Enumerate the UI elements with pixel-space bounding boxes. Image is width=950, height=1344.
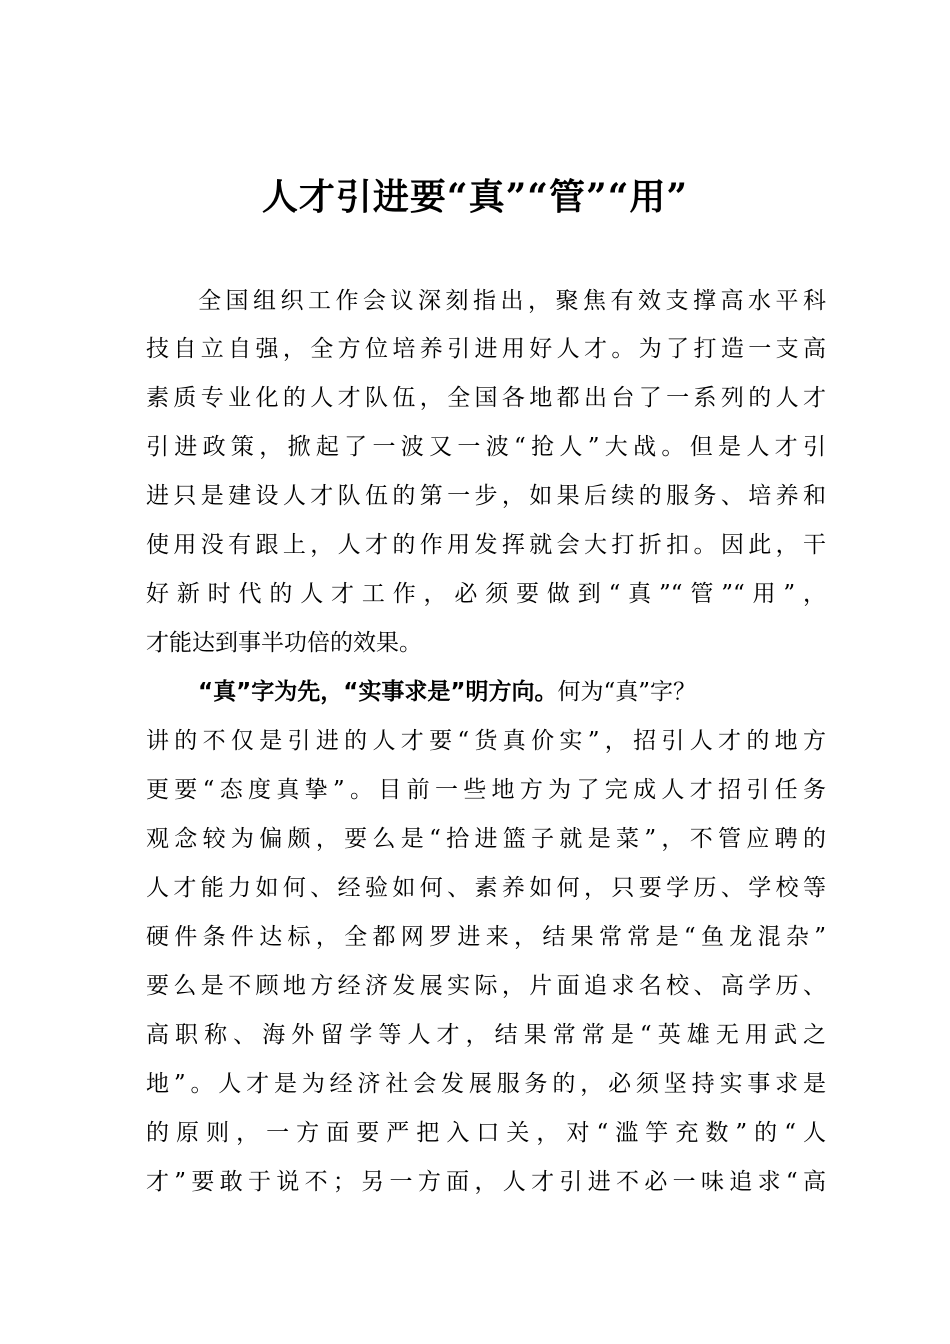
paragraph-line: 全国组织工作会议深刻指出，聚焦有效支撑高水平科 xyxy=(198,288,826,314)
paragraph-line: 才”要敢于说不；另一方面，人才引进不必一味追求“高 xyxy=(146,1169,826,1195)
paragraph-line: 人才能力如何、经验如何、素养如何，只要学历、学校等 xyxy=(146,875,826,901)
paragraph-line: 讲的不仅是引进的人才要“货真价实”，招引人才的地方 xyxy=(146,728,826,754)
paragraph-line: 好新时代的人才工作，必须要做到“真”“管”“用”， xyxy=(146,581,826,607)
paragraph-line: 进只是建设人才队伍的第一步，如果后续的服务、培养和 xyxy=(146,483,826,509)
paragraph-line: 使用没有跟上，人才的作用发挥就会大打折扣。因此，干 xyxy=(146,532,826,558)
paragraph-line: 要么是不顾地方经济发展实际，片面追求名校、高学历、 xyxy=(146,973,826,999)
document-title: 人才引进要“真”“管”“用” xyxy=(261,176,689,218)
paragraph-line: 技自立自强，全方位培养引进用好人才。为了打造一支高 xyxy=(146,336,826,362)
paragraph-line: 素质专业化的人才队伍，全国各地都出台了一系列的人才 xyxy=(146,385,826,411)
paragraph-line: 更要“态度真挚”。目前一些地方为了完成人才招引任务 xyxy=(146,777,826,803)
paragraph-heading-line xyxy=(198,674,838,710)
section-heading: “真”字为先，“实事求是”明方向。 xyxy=(198,679,558,705)
paragraph-line: 地”。人才是为经济社会发展服务的，必须坚持实事求是 xyxy=(146,1071,826,1097)
paragraph-line: 才能达到事半功倍的效果。 xyxy=(146,630,422,656)
paragraph-line: 的原则，一方面要严把入口关，对“滥竽充数”的“人 xyxy=(146,1120,826,1146)
paragraph-line: 引进政策，掀起了一波又一波“抢人”大战。但是人才引 xyxy=(146,434,826,460)
paragraph-line: 观念较为偏颇，要么是“拾进篮子就是菜”，不管应聘的 xyxy=(146,826,826,852)
paragraph-line: 硬件条件达标，全都网罗进来，结果常常是“鱼龙混杂” xyxy=(146,924,826,950)
paragraph-line: 高职称、海外留学等人才，结果常常是“英雄无用武之 xyxy=(146,1022,826,1048)
paragraph-text: 何为“真”字？ xyxy=(557,679,696,705)
